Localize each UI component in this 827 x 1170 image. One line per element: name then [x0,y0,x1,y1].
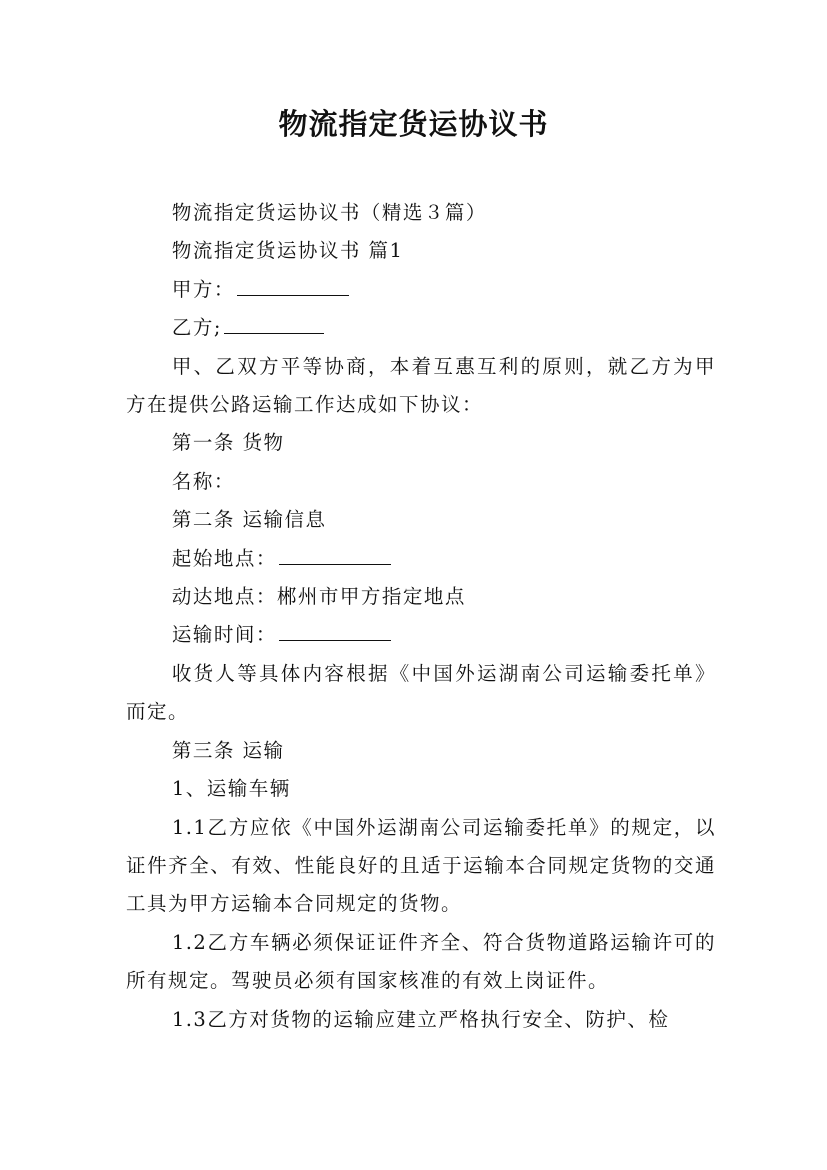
party-a-label: 甲方： [171,277,235,301]
paragraph-goods-name: 名称： [171,469,235,493]
paragraph-clause-1-3: 1.3乙方对货物的运输应建立严格执行安全、防护、检 [171,1007,670,1031]
paragraph-transport-time [126,616,716,654]
document-body [126,194,716,1039]
paragraph-subtitle: 物流指定货运协议书（精选３篇） [171,201,487,224]
paragraph-article-3: 第三条 运输 [171,738,285,762]
paragraph-section-heading: 物流指定货运协议书 篇1 [171,239,404,263]
paragraph-article-2: 第二条 运输信息 [171,508,327,532]
transport-time-blank-line [279,639,391,641]
paragraph-vehicles-heading: 1、运输车辆 [171,777,291,801]
paragraph-party-a [126,271,716,309]
party-b-blank-line [224,332,324,334]
paragraph-destination: 动达地点：郴州市甲方指定地点 [171,585,466,609]
paragraph-consignee: 收货人等具体内容根据《中国外运湖南公司运输委托单》而定。 [126,661,716,724]
paragraph-clause-1-2: 1.2乙方车辆必须保证证件齐全、符合货物道路运输许可的所有规定。驾驶员必须有国家核准的有效上岗证件。 [126,930,716,993]
origin-blank-line [279,563,391,565]
document-title: 物流指定货运协议书 [278,107,549,141]
party-a-blank-line [237,294,349,296]
party-b-label: 乙方; [171,316,222,340]
paragraph-article-1: 第一条 货物 [171,431,285,455]
paragraph-party-b [126,309,716,347]
transport-time-label: 运输时间： [171,623,277,647]
paragraph-clause-1-1: 1.1乙方应依《中国外运湖南公司运输委托单》的规定，以证件齐全、有效、性能良好的且适于运输本合同规定货物的交通工具为甲方运输本合同规定的货物。 [126,815,716,916]
paragraph-origin [126,540,716,578]
origin-label: 起始地点： [171,546,277,570]
paragraph-preamble: 甲、乙双方平等协商，本着互惠互利的原则，就乙方为甲方在提供公路运输工作达成如下协议： [126,354,716,417]
